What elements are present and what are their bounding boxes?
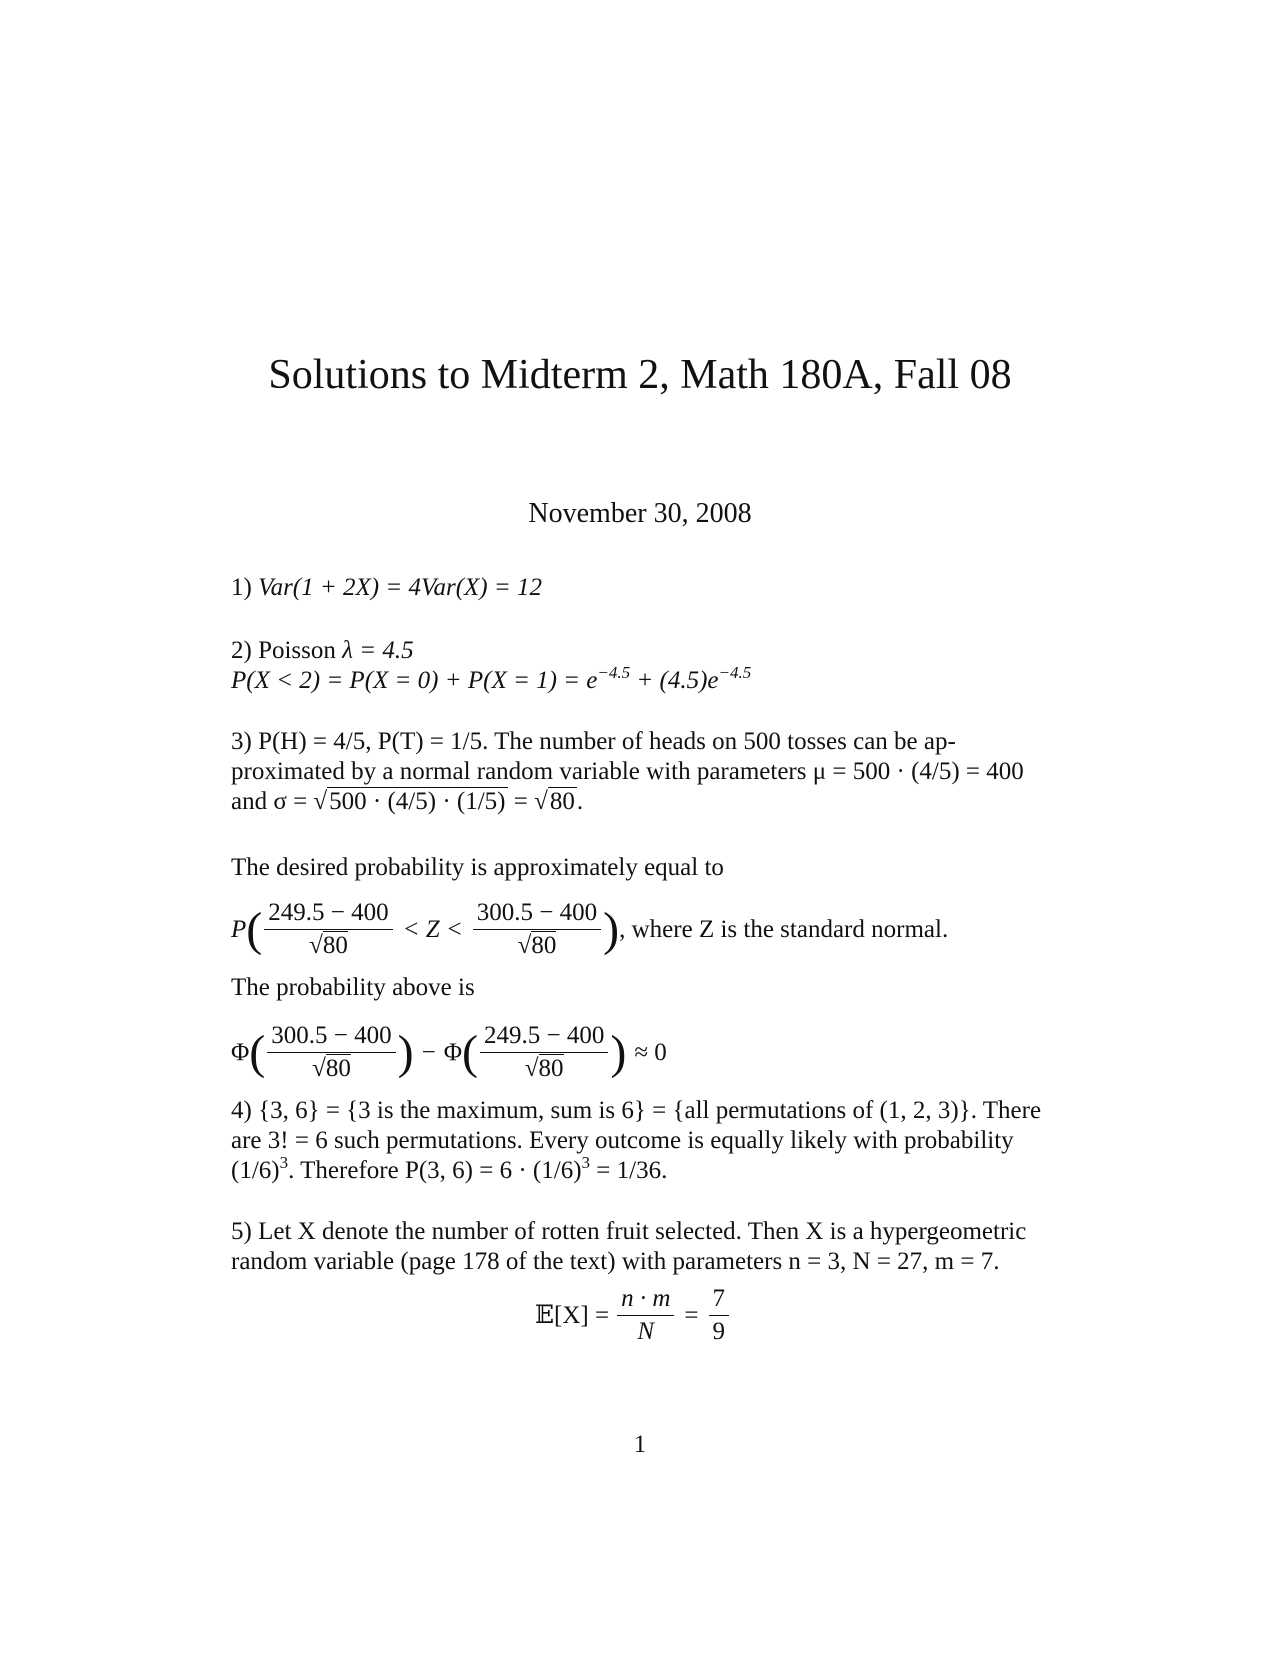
left-paren: ( bbox=[249, 1025, 266, 1079]
phi-fraction-2-numerator: 249.5 − 400 bbox=[480, 1020, 608, 1053]
problem-2-line-2 bbox=[231, 663, 1061, 696]
expectation-fraction-2-numerator: 7 bbox=[709, 1283, 730, 1316]
right-paren: ) bbox=[603, 902, 620, 956]
phi-fraction-1-denominator: √80 bbox=[312, 1055, 351, 1082]
fraction-upper bbox=[473, 897, 601, 962]
expectation-fraction-2-denominator: 9 bbox=[712, 1318, 726, 1345]
probability-above-text: The probability above is bbox=[231, 974, 475, 1001]
fraction-upper-denominator: √80 bbox=[517, 932, 557, 959]
problem-3-period: . bbox=[576, 788, 584, 815]
minus-sign: − bbox=[421, 1038, 436, 1066]
expectation-fraction-1-denominator: N bbox=[637, 1318, 655, 1345]
expectation-fraction-1 bbox=[617, 1283, 674, 1348]
fraction-lower bbox=[264, 897, 392, 962]
problem-3-sigma-prefix: and σ = bbox=[231, 788, 314, 815]
problem-2-exponent-2: −4.5 bbox=[718, 663, 752, 682]
sqrt-radicand-a: 500 · (4/5) · (1/5) bbox=[329, 788, 506, 815]
phi-symbol-1: Φ bbox=[231, 1038, 250, 1066]
phi-fraction-1 bbox=[267, 1020, 395, 1085]
phi-fraction-2 bbox=[480, 1020, 608, 1085]
document-date: November 30, 2008 bbox=[528, 498, 752, 529]
probability-expression bbox=[231, 897, 948, 962]
problem-2-exponent-1: −4.5 bbox=[597, 663, 631, 682]
problem-4-term-a: (1/6) bbox=[231, 1157, 280, 1184]
left-paren: ( bbox=[246, 902, 263, 956]
phi-symbol-2: Φ bbox=[443, 1038, 462, 1066]
right-paren: ) bbox=[610, 1025, 627, 1079]
problem-1 bbox=[231, 573, 1061, 603]
fraction-lower-numerator: 249.5 − 400 bbox=[264, 897, 392, 930]
phi-fraction-2-denominator: √80 bbox=[524, 1055, 564, 1082]
problem-2-expr-main: P(X < 2) = P(X = 0) + P(X = 1) = e bbox=[231, 667, 598, 694]
problem-3-line-1: 3) P(H) = 4/5, P(T) = 1/5. The number of heads on 500 tosses can be ap- bbox=[231, 728, 956, 755]
expectation-fraction-1-numerator: n · m bbox=[617, 1283, 674, 1316]
fraction-lower-denominator: √80 bbox=[309, 932, 348, 959]
problem-1-label: 1) bbox=[231, 574, 259, 601]
problem-3-desired-text: The desired probability is approximately equal to bbox=[231, 854, 724, 881]
sqrt-expression-a: √500 · (4/5) · (1/5) bbox=[313, 788, 506, 815]
phi-expression bbox=[231, 1020, 667, 1085]
probability-symbol: P bbox=[231, 915, 247, 943]
problem-4-term-b: . Therefore P(3, 6) = 6 · (1/6) bbox=[288, 1157, 582, 1184]
problem-4-line-2: are 3! = 6 such permutations. Every outcome is equally likely with probability bbox=[231, 1127, 1014, 1154]
approx-zero: ≈ 0 bbox=[634, 1038, 667, 1066]
right-paren: ) bbox=[397, 1025, 414, 1079]
left-paren: ( bbox=[462, 1025, 478, 1079]
problem-5-line-1: 5) Let X denote the number of rotten fruit selected. Then X is a hypergeometric bbox=[231, 1218, 1027, 1245]
where-clause: , where Z is the standard normal. bbox=[619, 915, 949, 943]
problem-5-line-2: random variable (page 178 of the text) with parameters n = 3, N = 27, m = 7. bbox=[231, 1248, 1000, 1275]
sqrt-expression-b: √80 bbox=[534, 788, 575, 815]
expectation-equation bbox=[535, 1283, 731, 1348]
expectation-fraction-2 bbox=[709, 1283, 730, 1348]
expectation-lhs: 𝔼[X] = bbox=[535, 1301, 610, 1329]
problem-4-exponent-2: 3 bbox=[581, 1153, 591, 1172]
expectation-equals: = bbox=[684, 1301, 699, 1329]
problem-3-equals: = bbox=[507, 788, 535, 815]
problem-4-term-c: = 1/36. bbox=[590, 1157, 668, 1184]
problem-3-line-3 bbox=[231, 787, 1061, 817]
problem-1-expression: Var(1 + 2X) = 4Var(X) = 12 bbox=[258, 574, 542, 601]
problem-4-exponent-1: 3 bbox=[279, 1153, 289, 1172]
document-title: Solutions to Midterm 2, Math 180A, Fall 08 bbox=[268, 352, 1012, 398]
problem-2-lambda: λ = 4.5 bbox=[342, 637, 414, 664]
problem-2-line-1 bbox=[231, 636, 1061, 666]
problem-4-line-3 bbox=[231, 1153, 1061, 1186]
problem-4-line-1: 4) {3, 6} = {3 is the maximum, sum is 6} = {all permutations of (1, 2, 3)}. There bbox=[231, 1097, 1042, 1124]
problem-2-expr-mid: + (4.5)e bbox=[630, 667, 719, 694]
sqrt-radicand-b: 80 bbox=[549, 788, 575, 815]
z-inequality: < Z < bbox=[402, 915, 463, 943]
problem-3-line-2: proximated by a normal random variable with parameters μ = 500 · (4/5) = 400 bbox=[231, 758, 1024, 785]
page-number: 1 bbox=[633, 1431, 647, 1458]
phi-fraction-1-numerator: 300.5 − 400 bbox=[267, 1020, 395, 1053]
fraction-upper-numerator: 300.5 − 400 bbox=[473, 897, 601, 930]
problem-2-label: 2) Poisson bbox=[231, 637, 343, 664]
